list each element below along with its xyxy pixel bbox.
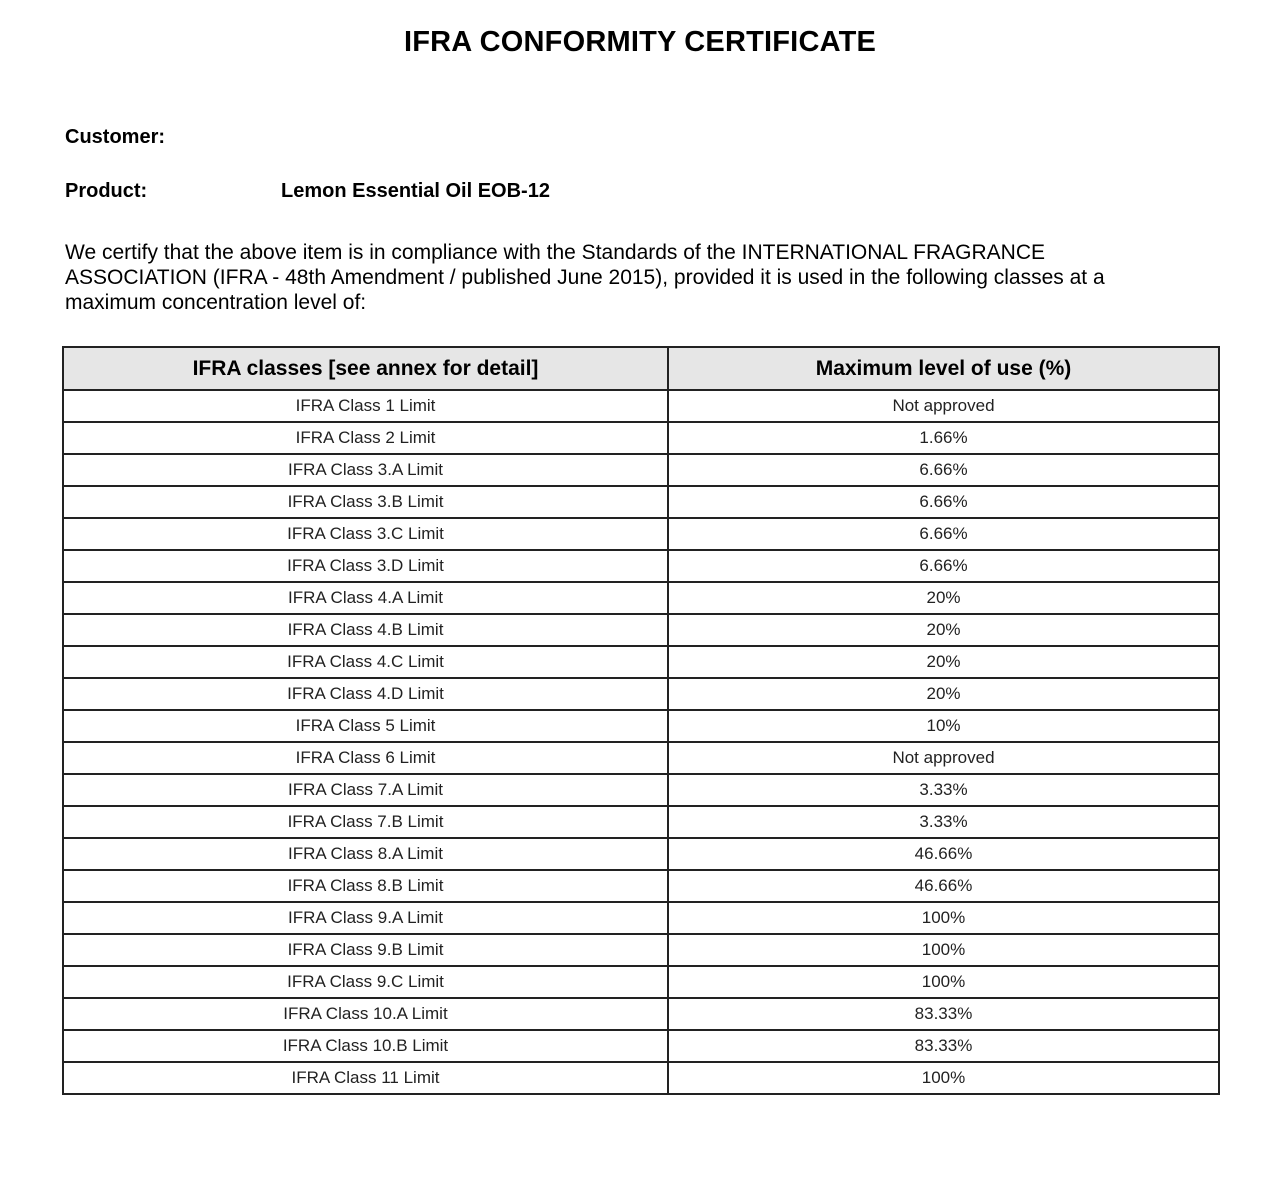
table-row — [63, 710, 1219, 742]
max-level-cell: 83.33% — [668, 998, 1219, 1030]
table-row — [63, 390, 1219, 422]
class-cell: IFRA Class 8.B Limit — [63, 870, 668, 902]
table-row — [63, 582, 1219, 614]
max-level-cell: 10% — [668, 710, 1219, 742]
max-level-cell: 20% — [668, 678, 1219, 710]
class-cell: IFRA Class 10.B Limit — [63, 1030, 668, 1062]
table-row — [63, 550, 1219, 582]
class-cell: IFRA Class 9.C Limit — [63, 966, 668, 998]
max-level-cell: 6.66% — [668, 518, 1219, 550]
max-level-cell: 6.66% — [668, 454, 1219, 486]
max-level-cell: Not approved — [668, 390, 1219, 422]
max-level-cell: 100% — [668, 902, 1219, 934]
table-row — [63, 422, 1219, 454]
header-ifra-classes: IFRA classes [see annex for detail] — [63, 347, 668, 390]
table-row — [63, 838, 1219, 870]
max-level-cell: 100% — [668, 934, 1219, 966]
customer-label: Customer: — [65, 126, 166, 148]
compliance-statement: We certify that the above item is in compliance with the Standards of the INTERNATIONAL FRAGRANCE ASSOCIATION (IFRA - 48th Amendment / published June 2015), provided it is used in the following classes at a maximum concentration level of: — [65, 241, 1105, 314]
class-cell: IFRA Class 9.A Limit — [63, 902, 668, 934]
class-cell: IFRA Class 2 Limit — [63, 422, 668, 454]
class-cell: IFRA Class 7.B Limit — [63, 806, 668, 838]
table-row — [63, 774, 1219, 806]
max-level-cell: Not approved — [668, 742, 1219, 774]
class-cell: IFRA Class 6 Limit — [63, 742, 668, 774]
class-cell: IFRA Class 3.D Limit — [63, 550, 668, 582]
table-row — [63, 934, 1219, 966]
table-row — [63, 742, 1219, 774]
product-value: Lemon Essential Oil EOB-12 — [281, 180, 550, 202]
max-level-cell: 20% — [668, 646, 1219, 678]
class-cell: IFRA Class 4.B Limit — [63, 614, 668, 646]
class-cell: IFRA Class 4.A Limit — [63, 582, 668, 614]
max-level-cell: 3.33% — [668, 774, 1219, 806]
max-level-cell: 100% — [668, 966, 1219, 998]
class-cell: IFRA Class 9.B Limit — [63, 934, 668, 966]
max-level-cell: 6.66% — [668, 486, 1219, 518]
class-cell: IFRA Class 3.A Limit — [63, 454, 668, 486]
class-cell: IFRA Class 5 Limit — [63, 710, 668, 742]
table-row — [63, 870, 1219, 902]
table-row — [63, 1030, 1219, 1062]
max-level-cell: 46.66% — [668, 870, 1219, 902]
max-level-cell: 20% — [668, 614, 1219, 646]
ifra-classes-table — [62, 346, 1220, 1095]
table-row — [63, 454, 1219, 486]
table-header-row — [63, 347, 1219, 390]
class-cell: IFRA Class 7.A Limit — [63, 774, 668, 806]
table-row — [63, 806, 1219, 838]
max-level-cell: 3.33% — [668, 806, 1219, 838]
class-cell: IFRA Class 8.A Limit — [63, 838, 668, 870]
max-level-cell: 6.66% — [668, 550, 1219, 582]
table-row — [63, 646, 1219, 678]
table-row — [63, 486, 1219, 518]
table-row — [63, 518, 1219, 550]
max-level-cell: 20% — [668, 582, 1219, 614]
table-row — [63, 1062, 1219, 1094]
product-label: Product: — [65, 180, 148, 202]
table-row — [63, 614, 1219, 646]
class-cell: IFRA Class 4.C Limit — [63, 646, 668, 678]
class-cell: IFRA Class 3.C Limit — [63, 518, 668, 550]
table-row — [63, 678, 1219, 710]
max-level-cell: 1.66% — [668, 422, 1219, 454]
class-cell: IFRA Class 3.B Limit — [63, 486, 668, 518]
class-cell: IFRA Class 10.A Limit — [63, 998, 668, 1030]
table-row — [63, 902, 1219, 934]
document-title: IFRA CONFORMITY CERTIFICATE — [403, 26, 877, 58]
class-cell: IFRA Class 11 Limit — [63, 1062, 668, 1094]
table-row — [63, 998, 1219, 1030]
class-cell: IFRA Class 4.D Limit — [63, 678, 668, 710]
max-level-cell: 100% — [668, 1062, 1219, 1094]
max-level-cell: 83.33% — [668, 1030, 1219, 1062]
class-cell: IFRA Class 1 Limit — [63, 390, 668, 422]
header-max-level: Maximum level of use (%) — [668, 347, 1219, 390]
table-row — [63, 966, 1219, 998]
max-level-cell: 46.66% — [668, 838, 1219, 870]
